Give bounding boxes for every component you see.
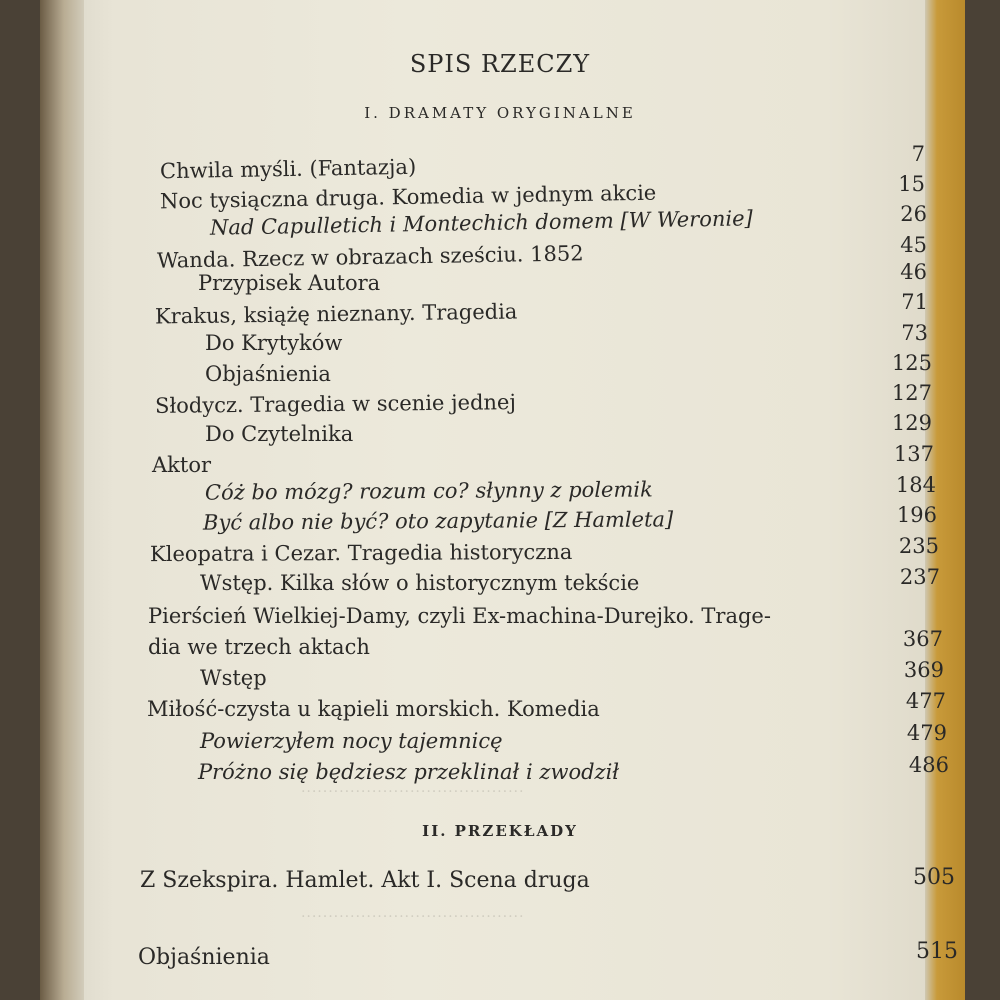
toc-entry: Miłość-czysta u kąpieli morskich. Komedia bbox=[147, 697, 600, 721]
page-title: SPIS RZECZY bbox=[409, 50, 591, 78]
toc-entry: Z Szekspira. Hamlet. Akt I. Scena druga bbox=[140, 868, 590, 893]
toc-page-number: 15 bbox=[898, 172, 925, 196]
toc-entry: Wstęp bbox=[200, 666, 267, 690]
show-through-text: ......................................... bbox=[300, 905, 524, 921]
toc-page-number: 367 bbox=[902, 627, 943, 651]
toc-page-number: 45 bbox=[900, 233, 927, 257]
toc-entry: Kleopatra i Cezar. Tragedia historyczna bbox=[149, 539, 573, 567]
toc-page-number: 237 bbox=[899, 565, 940, 589]
toc-entry: Do Krytyków bbox=[205, 331, 343, 355]
toc-page-number: 479 bbox=[906, 721, 947, 745]
toc-entry: Być albo nie być? oto zapytanie [Z Hamleta] bbox=[202, 507, 674, 535]
toc-entry: Powierzyłem nocy tajemnicę bbox=[200, 729, 503, 753]
toc-entry: Wanda. Rzecz w obrazach sześciu. 1852 bbox=[156, 241, 584, 273]
toc-page-number: 235 bbox=[898, 534, 939, 558]
toc-entry: Krakus, książę nieznany. Tragedia bbox=[154, 299, 518, 329]
toc-entry: Przypisek Autora bbox=[198, 271, 381, 295]
toc-entry: Chwila myśli. (Fantazja) bbox=[159, 154, 417, 184]
toc-entry: Cóż bo mózg? rozum co? słynny z polemik bbox=[204, 477, 653, 505]
toc-page-number: 26 bbox=[900, 202, 927, 226]
toc-page-number: 125 bbox=[891, 351, 932, 375]
toc-page-number: 73 bbox=[901, 321, 928, 345]
toc-page-number: 71 bbox=[901, 290, 928, 314]
section-heading-translations: II. PRZEKŁADY bbox=[422, 822, 578, 840]
toc-entry: Pierścień Wielkiej-Damy, czyli Ex-machina-Durejko. Trage- bbox=[148, 604, 771, 628]
toc-entry: Do Czytelnika bbox=[205, 422, 354, 446]
toc-entry: Aktor bbox=[152, 453, 212, 477]
toc-page-number: 46 bbox=[900, 260, 927, 284]
toc-page-number: 477 bbox=[905, 689, 946, 713]
toc-entry: Objaśnienia bbox=[205, 362, 331, 386]
toc-page-number: 137 bbox=[893, 442, 934, 466]
show-through-text: ......................................... bbox=[300, 780, 524, 796]
toc-entry: Objaśnienia bbox=[138, 945, 270, 970]
toc-entry: Próżno się będziesz przeklinał i zwodził bbox=[198, 760, 620, 784]
toc-page-number: 7 bbox=[911, 142, 925, 166]
toc-page-number: 196 bbox=[896, 503, 937, 527]
toc-page-number: 515 bbox=[916, 939, 958, 964]
toc-page-number: 486 bbox=[908, 753, 949, 777]
toc-entry: Wstęp. Kilka słów o historycznym tekście bbox=[200, 571, 640, 595]
toc-page-number: 127 bbox=[891, 381, 932, 405]
toc-page-number: 369 bbox=[903, 658, 944, 682]
toc-page-number: 184 bbox=[895, 473, 936, 497]
toc-entry: Noc tysiączna druga. Komedia w jednym akcie bbox=[159, 180, 657, 214]
toc-entry: Słodycz. Tragedia w scenie jednej bbox=[154, 390, 517, 418]
toc-entry: Nad Capulletich i Montechich domem [W Weronie] bbox=[209, 206, 753, 240]
toc-page-number: 129 bbox=[891, 411, 932, 435]
toc-page-number: 505 bbox=[913, 865, 955, 890]
toc-entry: dia we trzech aktach bbox=[148, 635, 370, 659]
section-heading-original-dramas: I. DRAMATY ORYGINALNE bbox=[364, 104, 636, 122]
